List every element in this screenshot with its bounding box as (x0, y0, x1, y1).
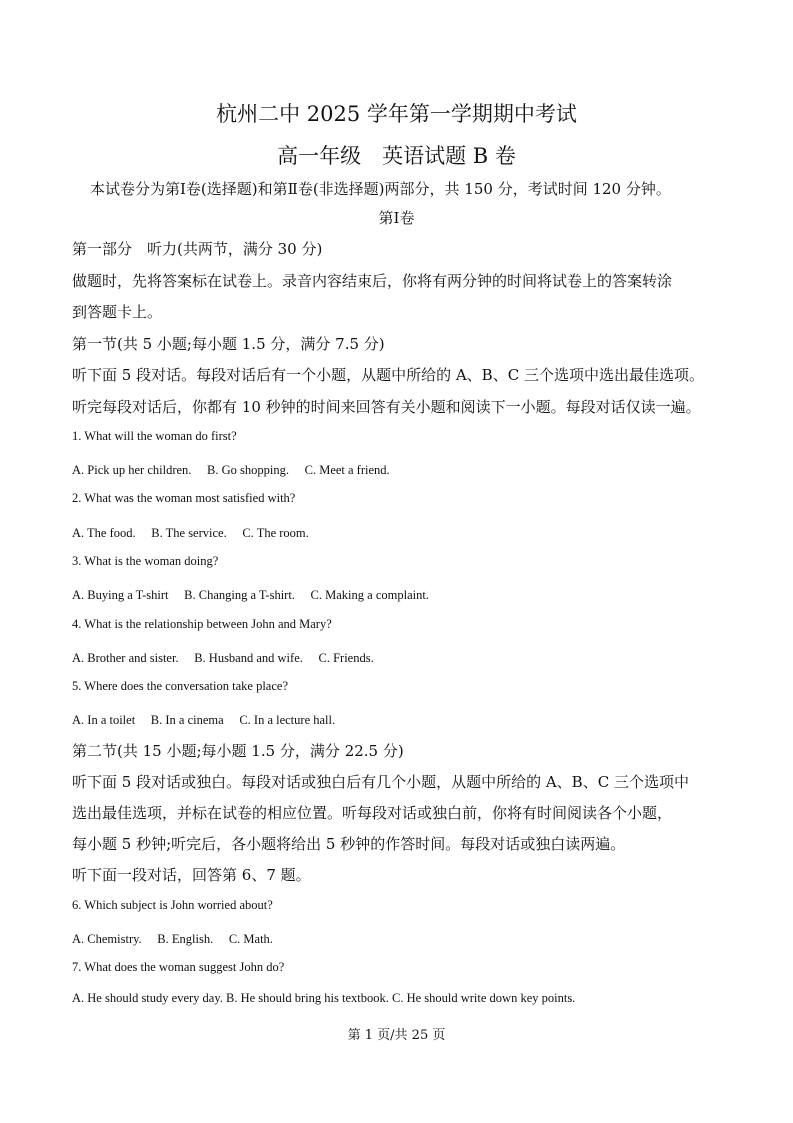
question-4: 4. What is the relationship between John and Mary? (72, 617, 332, 631)
question-7-options: A. He should study every day. B. He should bring his textbook. C. He should write down key points. (72, 991, 576, 1005)
question-5-options: A. In a toilet B. In a cinema C. In a lecture hall. (72, 713, 336, 727)
section2-instruction-cont: 选出最佳选项，并标在试卷的相应位置。听每段对话或独白前，你将有时间阅读各个小题， (72, 804, 673, 822)
question-2-options: A. The food. B. The service. C. The room. (72, 526, 309, 540)
part1-instruction-cont: 到答题卡上。 (72, 303, 163, 321)
volume-heading: 第Ⅰ卷 (378, 209, 415, 227)
exam-intro: 本试卷分为第Ⅰ卷(选择题)和第Ⅱ卷(非选择题)两部分，共 150 分，考试时间 120 分钟。 (90, 180, 671, 198)
part1-heading: 第一部分 听力(共两节，满分 30 分) (72, 240, 323, 258)
question-6: 6. Which subject is John worried about? (72, 898, 273, 912)
question-2: 2. What was the woman most satisfied with? (72, 491, 296, 505)
question-3-options: A. Buying a T-shirt B. Changing a T-shirt. C. Making a complaint. (72, 588, 429, 602)
section1-heading: 第一节(共 5 小题;每小题 1.5 分，满分 7.5 分) (72, 335, 385, 353)
exam-subtitle: 高一年级 英语试题 B 卷 (277, 144, 516, 168)
question-7: 7. What does the woman suggest John do? (72, 960, 285, 974)
part1-instruction: 做题时，先将答案标在试卷上。录音内容结束后，你将有两分钟的时间将试卷上的答案转涂 (72, 272, 673, 290)
question-1: 1. What will the woman do first? (72, 429, 237, 443)
question-6-options: A. Chemistry. B. English. C. Math. (72, 932, 273, 946)
section2-heading: 第二节(共 15 小题;每小题 1.5 分，满分 22.5 分) (72, 742, 404, 760)
question-1-options: A. Pick up her children. B. Go shopping. C. Meet a friend. (72, 463, 390, 477)
exam-title: 杭州二中 2025 学年第一学期期中考试 (216, 102, 577, 126)
section1-instruction: 听下面 5 段对话。每段对话后有一个小题，从题中所给的 A、B、C 三个选项中选出最佳选项。 (72, 366, 704, 384)
section2-dialogue-intro: 听下面一段对话，回答第 6、7 题。 (72, 866, 311, 884)
question-4-options: A. Brother and sister. B. Husband and wife. C. Friends. (72, 651, 374, 665)
question-5: 5. Where does the conversation take place? (72, 679, 288, 693)
section2-instruction: 听下面 5 段对话或独白。每段对话或独白后有几个小题，从题中所给的 A、B、C 三个选项中 (72, 773, 689, 791)
page-number: 第 1 页/共 25 页 (347, 1028, 446, 1043)
section2-instruction-cont2: 每小题 5 秒钟;听完后，各小题将给出 5 秒钟的作答时间。每段对话或独白读两遍。 (72, 835, 626, 853)
section1-instruction-cont: 听完每段对话后，你都有 10 秒钟的时间来回答有关小题和阅读下一小题。每段对话仅读一遍。 (72, 398, 701, 416)
question-3: 3. What is the woman doing? (72, 554, 219, 568)
